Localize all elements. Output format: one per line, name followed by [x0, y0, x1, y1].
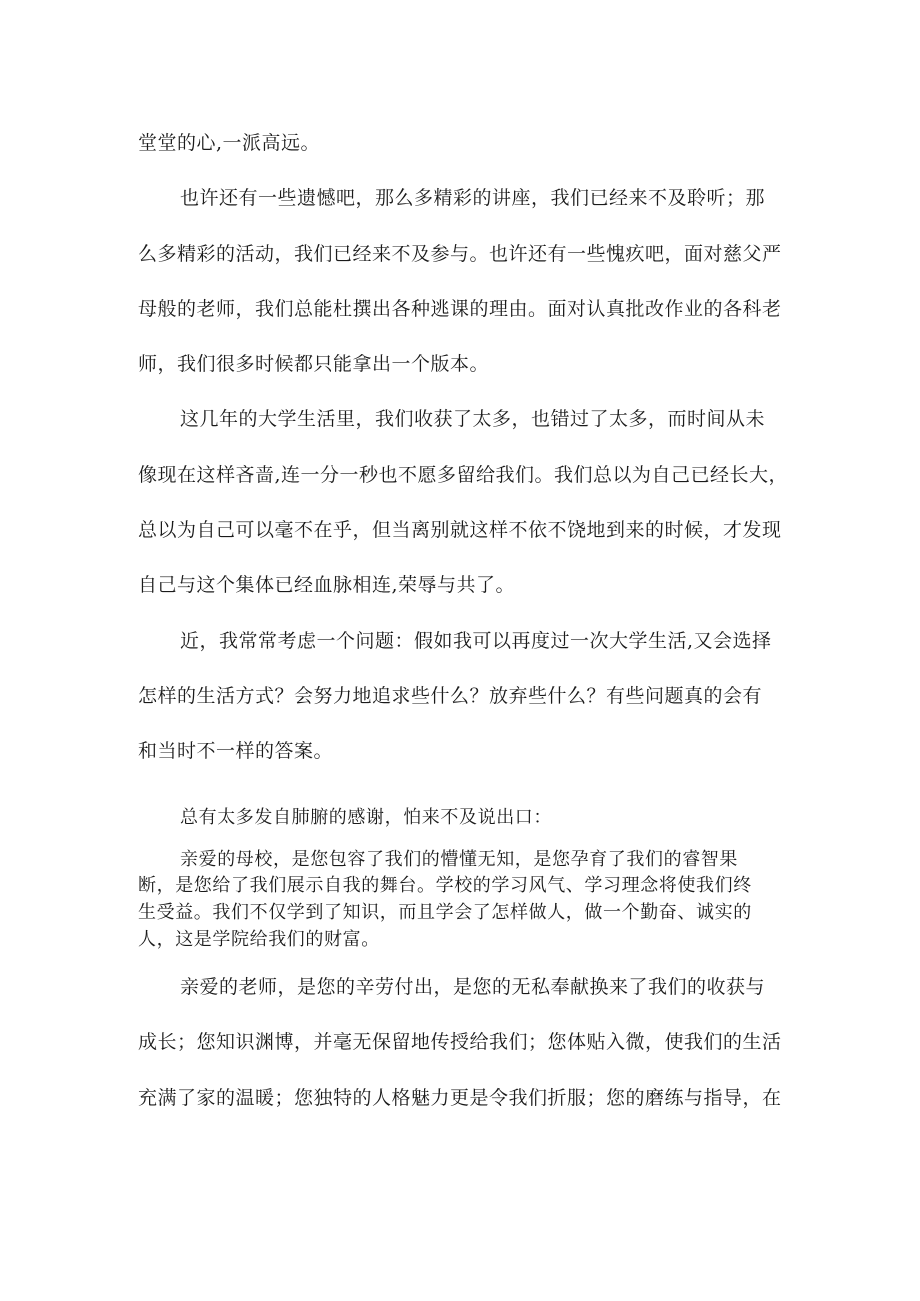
- text-line-13: 总有太多发自肺腑的感谢，怕来不及说出口：: [180, 807, 552, 828]
- text-line-19: 成长；您知识渊博，并毫无保留地传授给我们；您体贴入微，使我们的生活: [138, 1031, 782, 1053]
- text-line-7: 像现在这样吝啬,连一分一秒也不愿多留给我们。我们总以为自己已经长大，: [138, 464, 789, 486]
- text-line-15: 断，是您给了我们展示自我的舞台。学校的学习风气、学习理念将使我们终: [138, 875, 752, 896]
- text-line-20: 充满了家的温暖；您独特的人格魅力更是令我们折服；您的磨练与指导，在: [138, 1087, 782, 1109]
- text-line-2: 也许还有一些遗憾吧，那么多精彩的讲座，我们已经来不及聆听；那: [180, 187, 766, 209]
- text-line-16: 生受益。我们不仅学到了知识，而且学会了怎样做人，做一个勤奋、诚实的: [138, 902, 752, 923]
- text-line-18: 亲爱的老师，是您的辛劳付出，是您的无私奉献换来了我们的收获与: [180, 976, 766, 998]
- text-line-14: 亲爱的母校，是您包容了我们的懵懂无知，是您孕育了我们的睿智果: [180, 849, 738, 870]
- text-line-1: 堂堂的心,一派高远。: [138, 132, 321, 154]
- text-line-3: 么多精彩的活动，我们已经来不及参与。也许还有一些愧疚吧，面对慈父严: [138, 243, 782, 265]
- text-line-11: 怎样的生活方式？会努力地追求些什么？放弃些什么？有些问题真的会有: [138, 685, 763, 707]
- text-line-6: 这几年的大学生活里，我们收获了太多，也错过了太多，而时间从未: [180, 408, 766, 430]
- text-line-4: 母般的老师，我们总能杜撰出各种逃课的理由。面对认真批改作业的各科老: [138, 298, 782, 320]
- text-line-17: 人，这是学院给我们的财富。: [138, 929, 380, 950]
- text-line-12: 和当时不一样的答案。: [138, 740, 334, 762]
- text-line-9: 自己与这个集体已经血脉相连,荣辱与共了。: [138, 574, 516, 596]
- text-line-8: 总以为自己可以毫不在乎，但当离别就这样不依不饶地到来的时候，才发现: [138, 519, 782, 541]
- text-line-10: 近，我常常考虑一个问题：假如我可以再度过一次大学生活,又会选择: [180, 630, 772, 652]
- text-line-5: 师，我们很多时候都只能拿出一个版本。: [138, 353, 490, 375]
